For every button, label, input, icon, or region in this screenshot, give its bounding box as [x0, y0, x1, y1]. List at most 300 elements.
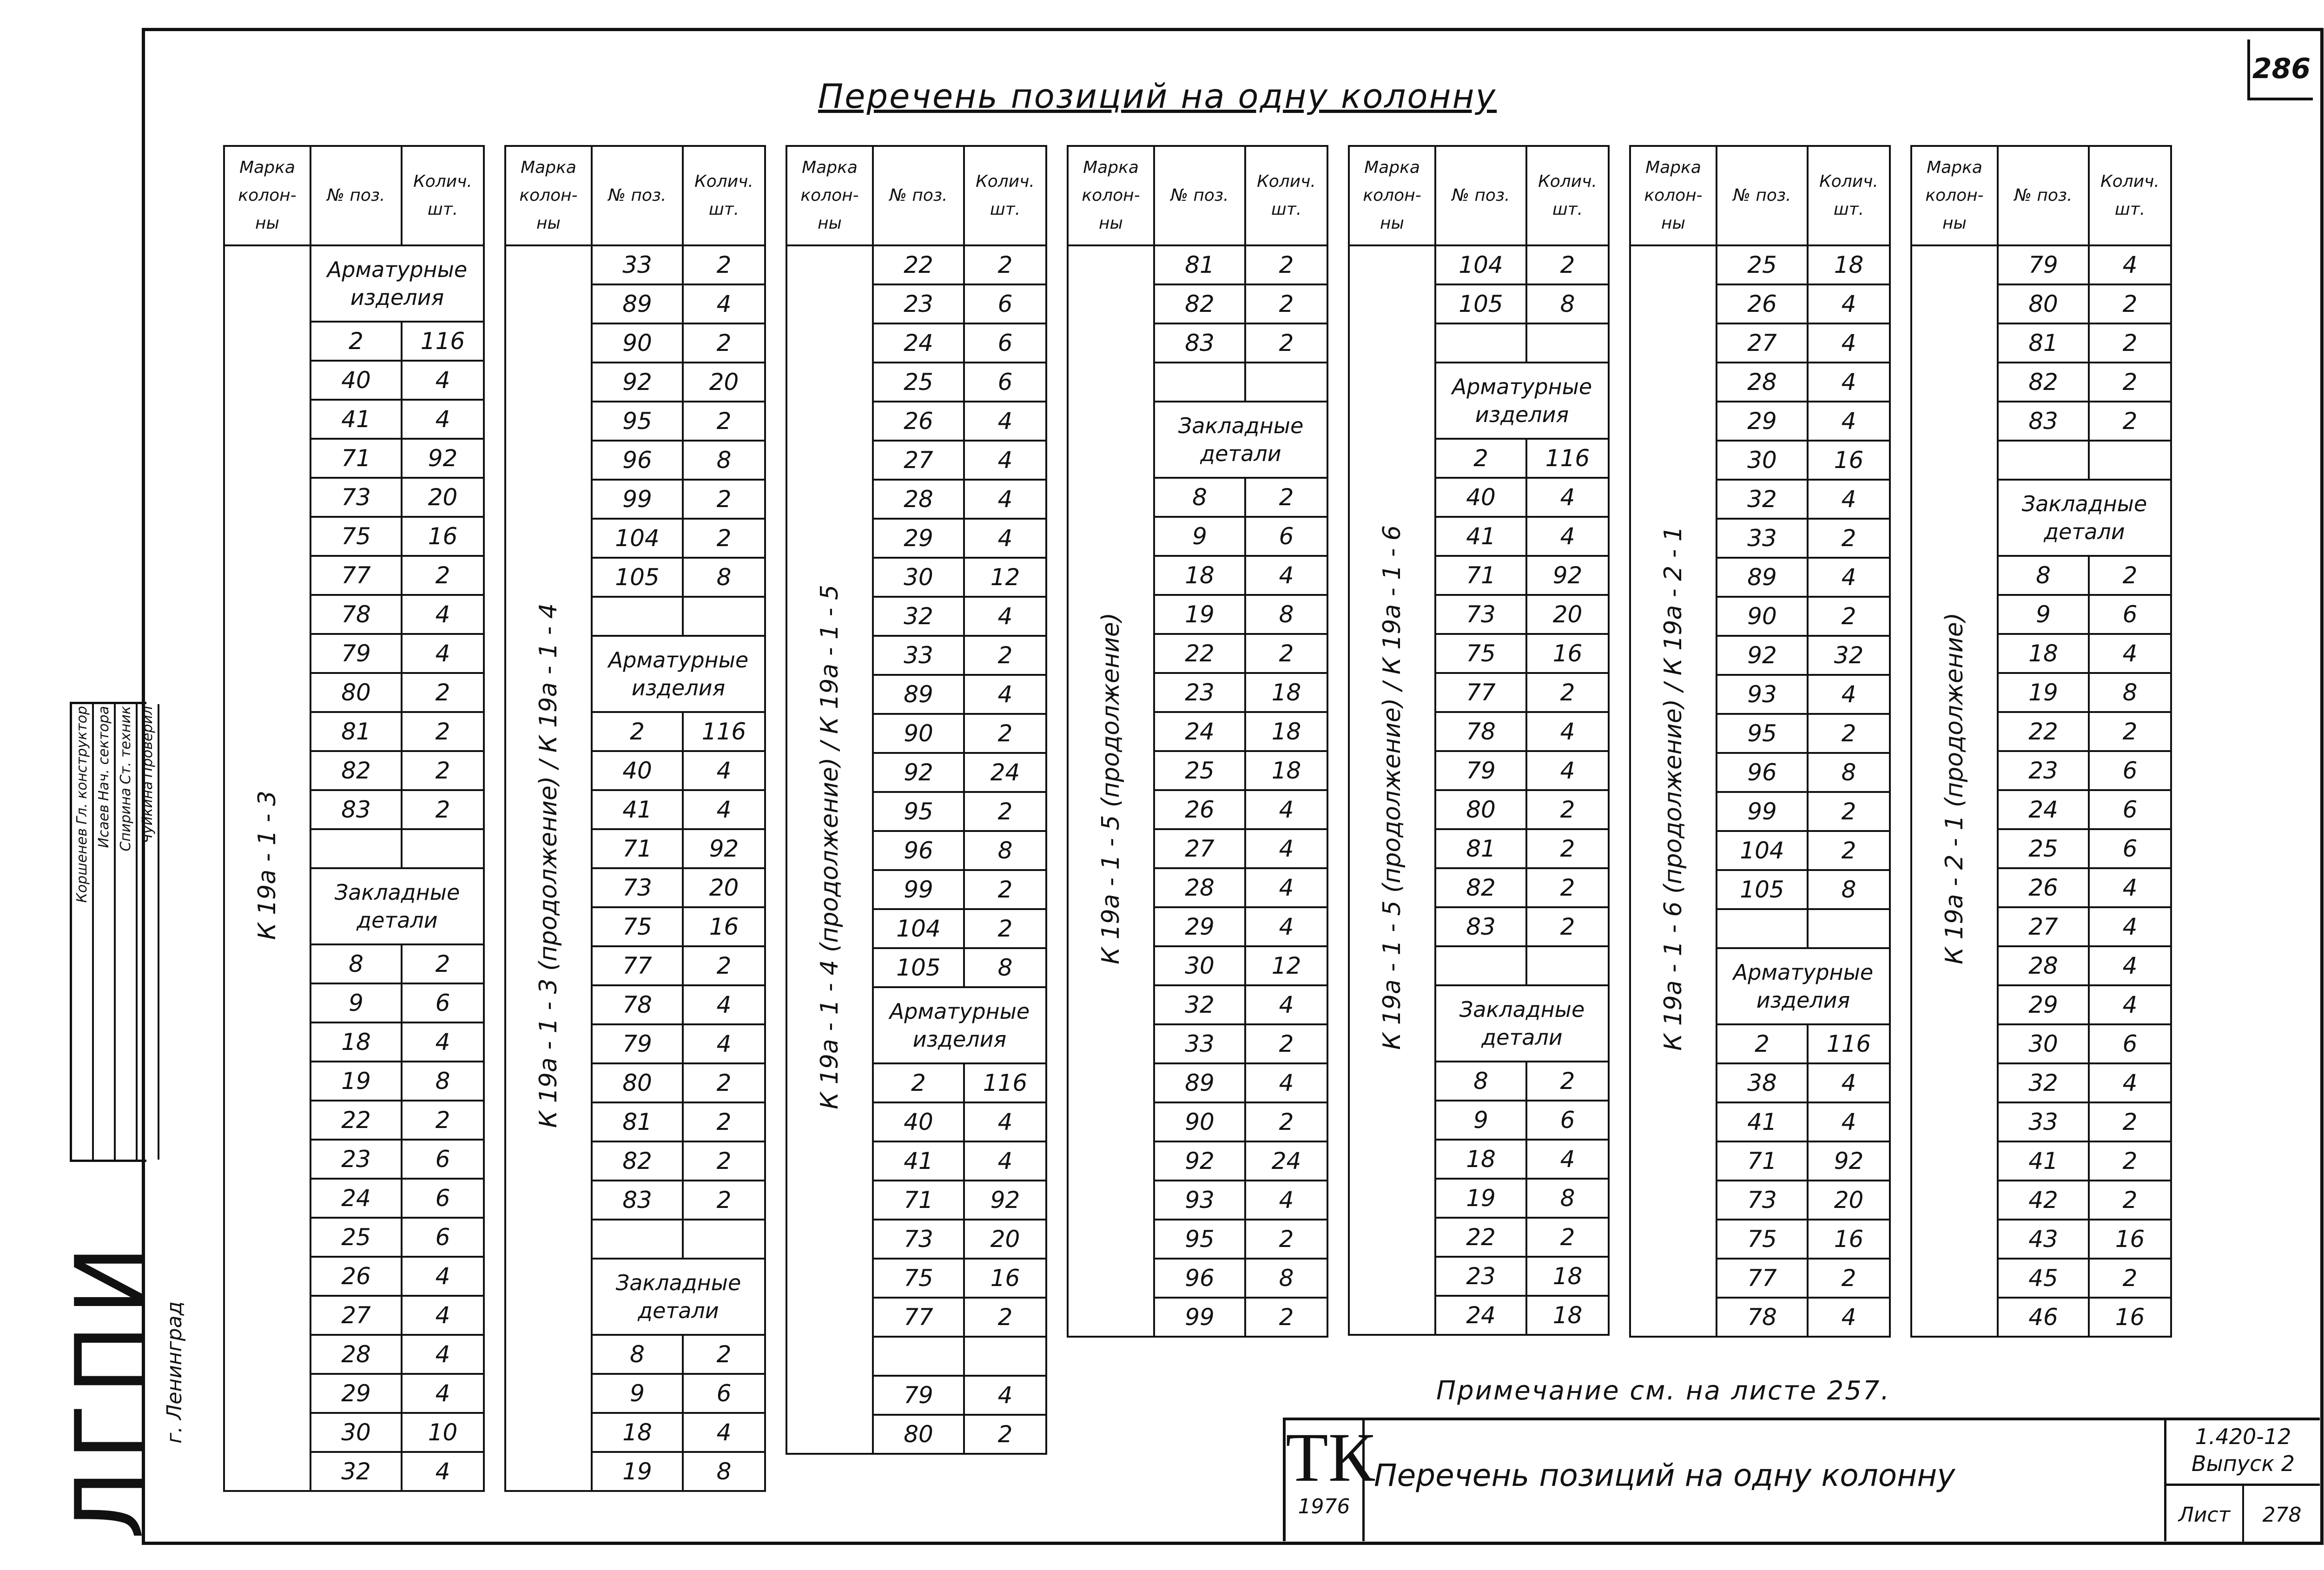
position-number: 22 [873, 245, 964, 284]
position-number: 41 [592, 790, 683, 829]
position-number: 71 [310, 439, 402, 478]
position-number: 41 [873, 1141, 964, 1181]
section-heading: Арматурные изделия [1435, 363, 1609, 439]
quantity: 20 [683, 868, 765, 907]
column-mark: К 19а - 1 - 6 (продолжение) / К 19а - 2 - 1 [1659, 526, 1687, 1051]
position-number: 77 [592, 946, 683, 985]
position-number: 23 [1435, 1257, 1526, 1296]
quantity: 2 [2089, 556, 2171, 595]
position-number: 96 [1717, 753, 1808, 792]
position-number: 18 [1154, 556, 1245, 595]
quantity: 2 [683, 1141, 765, 1181]
table-row [505, 245, 765, 284]
stamp-role-1: Гл. конструктор Коршенев [72, 704, 94, 1160]
position-number: 80 [1998, 284, 2089, 323]
quantity: 2 [2089, 323, 2171, 363]
quantity: 6 [402, 1218, 484, 1257]
position-number: 82 [310, 751, 402, 790]
quantity: 16 [964, 1259, 1046, 1298]
position-column-4 [1067, 145, 1328, 1493]
positions-table [1910, 145, 2172, 1338]
position-number: 2 [310, 322, 402, 361]
quantity: 2 [2089, 712, 2171, 751]
position-number: 105 [592, 558, 683, 597]
sheet-number: 286 [2247, 40, 2313, 100]
position-number: 40 [310, 361, 402, 400]
position-number [873, 1337, 964, 1376]
position-number: 32 [1717, 480, 1808, 519]
position-number: 78 [1435, 712, 1526, 751]
logo-text: ТК [1286, 1419, 1375, 1496]
header-mark: Марка колон-ны [224, 146, 310, 245]
quantity: 8 [683, 441, 765, 480]
position-number: 22 [1435, 1218, 1526, 1257]
position-number: 104 [1717, 831, 1808, 870]
quantity: 4 [402, 1452, 484, 1491]
position-number: 29 [1154, 907, 1245, 946]
quantity: 4 [964, 519, 1046, 558]
header-qty: Колич. шт. [1526, 146, 1609, 245]
quantity: 4 [2089, 868, 2171, 907]
quantity: 4 [1808, 1298, 1890, 1337]
section-heading: Арматурные изделия [592, 636, 765, 712]
table-row [786, 245, 1046, 284]
quantity: 4 [402, 1335, 484, 1374]
quantity: 4 [1808, 675, 1890, 714]
quantity: 4 [402, 1022, 484, 1062]
quantity: 2 [683, 480, 765, 519]
position-number: 95 [1717, 714, 1808, 753]
position-number: 9 [310, 983, 402, 1022]
quantity: 20 [402, 478, 484, 517]
quantity: 16 [402, 517, 484, 556]
header-mark: Марка колон-ны [505, 146, 592, 245]
quantity: 4 [1808, 363, 1890, 402]
section-heading: Арматурные изделия [310, 245, 484, 322]
quantity: 4 [683, 284, 765, 323]
quantity: 6 [402, 983, 484, 1022]
quantity: 4 [1808, 402, 1890, 441]
quantity: 2 [2089, 1259, 2171, 1298]
position-number: 18 [310, 1022, 402, 1062]
quantity: 2 [2089, 1141, 2171, 1181]
positions-table [504, 145, 766, 1492]
position-number: 95 [1154, 1220, 1245, 1259]
positions-table [223, 145, 485, 1492]
quantity: 6 [2089, 751, 2171, 790]
quantity: 2 [1245, 1102, 1327, 1141]
quantity: 4 [2089, 634, 2171, 673]
quantity: 2 [1526, 1218, 1609, 1257]
quantity: 4 [402, 400, 484, 439]
position-number: 80 [592, 1063, 683, 1102]
position-number: 19 [1154, 595, 1245, 634]
quantity: 6 [964, 323, 1046, 363]
quantity: 18 [1245, 712, 1327, 751]
position-number: 82 [1435, 868, 1526, 907]
quantity: 4 [964, 480, 1046, 519]
position-number: 27 [873, 441, 964, 480]
position-number: 92 [873, 753, 964, 792]
quantity: 8 [1526, 1179, 1609, 1218]
column-mark: К 19а - 1 - 3 (продолжение) / К 19а - 1 - 4 [535, 603, 562, 1128]
position-number: 77 [310, 556, 402, 595]
position-number: 26 [873, 402, 964, 441]
position-number: 29 [1717, 402, 1808, 441]
position-number [592, 1220, 683, 1259]
position-number: 92 [1154, 1141, 1245, 1181]
position-number: 75 [1435, 634, 1526, 673]
quantity: 4 [1526, 1140, 1609, 1179]
position-number: 22 [310, 1101, 402, 1140]
column-mark: К 19а - 1 - 3 [253, 791, 281, 940]
position-number: 33 [1998, 1102, 2089, 1141]
quantity: 16 [683, 907, 765, 946]
quantity: 92 [683, 829, 765, 868]
position-number: 73 [592, 868, 683, 907]
quantity: 2 [2089, 1181, 2171, 1220]
position-number: 105 [1717, 870, 1808, 909]
quantity: 2 [683, 1063, 765, 1102]
stamp-role-2: Нач. сектора Исаев [94, 704, 116, 1160]
quantity: 2 [964, 909, 1046, 948]
quantity: 2 [402, 751, 484, 790]
quantity: 2 [964, 870, 1046, 909]
position-number: 83 [310, 790, 402, 829]
position-number: 99 [1717, 792, 1808, 831]
quantity: 6 [683, 1374, 765, 1413]
quantity: 2 [1245, 1298, 1327, 1337]
quantity: 2 [1808, 792, 1890, 831]
quantity: 2 [1245, 245, 1327, 284]
quantity: 4 [1526, 517, 1609, 556]
position-number: 82 [1998, 363, 2089, 402]
quantity: 2 [1808, 714, 1890, 753]
positions-table [1348, 145, 1610, 1336]
series-issue: 1.420-12 Выпуск 2 [2166, 1420, 2320, 1486]
section-heading: Закладные детали [1154, 402, 1327, 478]
section-heading: Закладные детали [1998, 480, 2171, 556]
position-column-7 [1910, 145, 2172, 1493]
position-number: 104 [592, 519, 683, 558]
quantity: 2 [683, 323, 765, 363]
quantity: 6 [964, 363, 1046, 402]
quantity: 4 [1808, 558, 1890, 597]
quantity: 4 [1808, 1102, 1890, 1141]
position-number: 83 [1154, 323, 1245, 363]
quantity: 4 [2089, 985, 2171, 1024]
quantity: 2 [1526, 790, 1609, 829]
position-number: 23 [310, 1140, 402, 1179]
positions-table [786, 145, 1047, 1455]
position-number: 90 [873, 714, 964, 753]
position-number: 9 [592, 1374, 683, 1413]
quantity: 4 [1245, 829, 1327, 868]
position-number: 40 [1435, 478, 1526, 517]
quantity: 6 [1526, 1101, 1609, 1140]
position-number: 92 [592, 363, 683, 402]
position-number: 92 [1717, 636, 1808, 675]
quantity: 4 [683, 1024, 765, 1063]
quantity: 4 [683, 985, 765, 1024]
quantity: 4 [1808, 284, 1890, 323]
quantity: 18 [1526, 1257, 1609, 1296]
quantity: 8 [1245, 1259, 1327, 1298]
position-number: 28 [310, 1335, 402, 1374]
position-number: 99 [592, 480, 683, 519]
position-number: 96 [592, 441, 683, 480]
position-number: 33 [873, 636, 964, 675]
position-number: 33 [592, 245, 683, 284]
quantity: 18 [1526, 1296, 1609, 1335]
position-number: 105 [1435, 284, 1526, 323]
quantity: 4 [964, 441, 1046, 480]
quantity: 18 [1245, 751, 1327, 790]
position-number: 71 [1435, 556, 1526, 595]
position-number: 83 [1435, 907, 1526, 946]
section-heading: Закладные детали [592, 1259, 765, 1335]
quantity: 116 [1526, 439, 1609, 478]
position-number: 32 [1154, 985, 1245, 1024]
quantity: 2 [683, 1335, 765, 1374]
position-number: 81 [1435, 829, 1526, 868]
quantity: 2 [2089, 363, 2171, 402]
position-number: 30 [1998, 1024, 2089, 1063]
position-number: 81 [1154, 245, 1245, 284]
position-number: 41 [1435, 517, 1526, 556]
position-column-1 [223, 145, 485, 1493]
mark-cell [1911, 245, 1998, 1337]
position-number: 90 [1154, 1102, 1245, 1141]
quantity: 2 [1245, 323, 1327, 363]
position-number: 71 [1717, 1141, 1808, 1181]
quantity: 20 [1526, 595, 1609, 634]
position-number: 24 [310, 1179, 402, 1218]
quantity: 2 [683, 946, 765, 985]
quantity: 4 [402, 634, 484, 673]
quantity: 4 [402, 595, 484, 634]
header-qty: Колич. шт. [1245, 146, 1327, 245]
position-number: 89 [873, 675, 964, 714]
position-number: 25 [873, 363, 964, 402]
mark-cell [1068, 245, 1154, 1337]
position-number: 90 [1717, 597, 1808, 636]
quantity: 4 [2089, 946, 2171, 985]
position-number: 75 [873, 1259, 964, 1298]
header-pos: № поз. [1998, 146, 2089, 245]
position-number: 30 [310, 1413, 402, 1452]
quantity: 2 [1808, 519, 1890, 558]
position-column-2 [504, 145, 766, 1493]
position-number: 22 [1154, 634, 1245, 673]
quantity: 16 [1808, 1220, 1890, 1259]
quantity [964, 1337, 1046, 1376]
position-number [1435, 946, 1526, 985]
position-number: 18 [592, 1413, 683, 1452]
position-number: 78 [1717, 1298, 1808, 1337]
position-number: 19 [1998, 673, 2089, 712]
position-number: 28 [1717, 363, 1808, 402]
quantity [683, 1220, 765, 1259]
quantity: 2 [1526, 829, 1609, 868]
quantity: 2 [964, 1298, 1046, 1337]
quantity: 2 [1245, 1024, 1327, 1063]
quantity: 4 [964, 597, 1046, 636]
position-number: 19 [1435, 1179, 1526, 1218]
header-mark: Марка колон-ны [1349, 146, 1435, 245]
quantity: 2 [1808, 597, 1890, 636]
quantity: 4 [683, 751, 765, 790]
mark-cell [1349, 245, 1435, 1335]
position-number: 105 [873, 948, 964, 987]
position-number: 18 [1998, 634, 2089, 673]
header-pos: № поз. [873, 146, 964, 245]
position-number: 93 [1717, 675, 1808, 714]
approval-stamp [70, 702, 156, 1162]
position-number: 75 [592, 907, 683, 946]
quantity: 2 [1245, 634, 1327, 673]
position-number [1998, 441, 2089, 480]
quantity: 8 [964, 831, 1046, 870]
quantity: 4 [1245, 868, 1327, 907]
quantity: 4 [1245, 1063, 1327, 1102]
position-number: 83 [1998, 402, 2089, 441]
quantity: 2 [1526, 673, 1609, 712]
quantity: 6 [2089, 1024, 2171, 1063]
table-row [1349, 245, 1609, 284]
position-number: 73 [1717, 1181, 1808, 1220]
tk-logo [1286, 1419, 1375, 1541]
quantity: 4 [402, 1296, 484, 1335]
quantity: 2 [2089, 284, 2171, 323]
quantity: 4 [402, 1257, 484, 1296]
header-qty: Колич. шт. [1808, 146, 1890, 245]
position-number: 8 [310, 944, 402, 983]
section-heading: Закладные детали [1435, 985, 1609, 1062]
quantity [2089, 441, 2171, 480]
position-number: 25 [1717, 245, 1808, 284]
quantity: 6 [2089, 790, 2171, 829]
quantity: 2 [964, 792, 1046, 831]
position-number: 33 [1717, 519, 1808, 558]
position-number [310, 829, 402, 868]
position-number: 41 [1717, 1102, 1808, 1141]
position-number: 77 [873, 1298, 964, 1337]
position-number: 82 [592, 1141, 683, 1181]
quantity: 4 [2089, 1063, 2171, 1102]
quantity: 6 [2089, 595, 2171, 634]
header-mark: Марка колон-ны [1911, 146, 1998, 245]
position-number: 38 [1717, 1063, 1808, 1102]
position-number: 81 [592, 1102, 683, 1141]
position-number: 71 [592, 829, 683, 868]
quantity: 2 [402, 556, 484, 595]
quantity: 2 [683, 245, 765, 284]
position-number: 41 [1998, 1141, 2089, 1181]
quantity: 20 [1808, 1181, 1890, 1220]
quantity: 2 [1808, 831, 1890, 870]
quantity: 2 [402, 1101, 484, 1140]
quantity [683, 597, 765, 636]
position-number: 24 [1435, 1296, 1526, 1335]
quantity: 2 [402, 944, 484, 983]
quantity: 4 [1808, 323, 1890, 363]
position-number: 45 [1998, 1259, 2089, 1298]
org-name: ЛГПИ [56, 1236, 164, 1540]
position-number: 79 [1435, 751, 1526, 790]
mark-cell [224, 245, 310, 1491]
position-number: 40 [592, 751, 683, 790]
column-mark: К 19а - 1 - 5 (продолжение) [1097, 612, 1125, 964]
quantity: 2 [2089, 1102, 2171, 1141]
mark-cell [505, 245, 592, 1491]
quantity [1526, 323, 1609, 363]
header-qty: Колич. шт. [964, 146, 1046, 245]
position-number: 32 [310, 1452, 402, 1491]
position-number: 80 [873, 1415, 964, 1454]
quantity: 4 [683, 790, 765, 829]
quantity: 8 [2089, 673, 2171, 712]
quantity: 4 [683, 1413, 765, 1452]
position-number: 30 [1154, 946, 1245, 985]
position-number: 80 [310, 673, 402, 712]
quantity: 20 [683, 363, 765, 402]
quantity: 8 [1526, 284, 1609, 323]
quantity: 4 [1526, 712, 1609, 751]
quantity: 4 [402, 1374, 484, 1413]
position-number: 40 [873, 1102, 964, 1141]
mark-cell [1630, 245, 1717, 1337]
position-number: 24 [1154, 712, 1245, 751]
position-column-5 [1348, 145, 1610, 1493]
header-qty: Колич. шт. [2089, 146, 2171, 245]
quantity: 2 [964, 636, 1046, 675]
position-number [1154, 363, 1245, 402]
stamp-role-3: Ст. техник Спирина [116, 704, 138, 1160]
position-number: 96 [873, 831, 964, 870]
position-number: 79 [873, 1376, 964, 1415]
table-row [224, 245, 484, 322]
position-number: 30 [1717, 441, 1808, 480]
header-qty: Колич. шт. [402, 146, 484, 245]
quantity: 18 [1808, 245, 1890, 284]
quantity: 6 [964, 284, 1046, 323]
table-row [1630, 245, 1890, 284]
position-number: 83 [592, 1181, 683, 1220]
quantity: 8 [1808, 870, 1890, 909]
position-number: 75 [1717, 1220, 1808, 1259]
position-number: 23 [873, 284, 964, 323]
logo-year: 1976 [1298, 1495, 1350, 1518]
header-mark: Марка колон-ны [1068, 146, 1154, 245]
position-number: 27 [1154, 829, 1245, 868]
position-number: 99 [1154, 1298, 1245, 1337]
position-number: 29 [873, 519, 964, 558]
position-number: 19 [592, 1452, 683, 1491]
position-number: 27 [1998, 907, 2089, 946]
positions-table [1067, 145, 1328, 1338]
position-number: 89 [1154, 1063, 1245, 1102]
mark-cell [786, 245, 873, 1454]
position-number: 42 [1998, 1181, 2089, 1220]
position-number: 93 [1154, 1181, 1245, 1220]
position-number: 28 [1998, 946, 2089, 985]
position-number: 29 [310, 1374, 402, 1413]
quantity: 16 [1526, 634, 1609, 673]
header-mark: Марка колон-ны [786, 146, 873, 245]
header-pos: № поз. [592, 146, 683, 245]
position-number: 29 [1998, 985, 2089, 1024]
